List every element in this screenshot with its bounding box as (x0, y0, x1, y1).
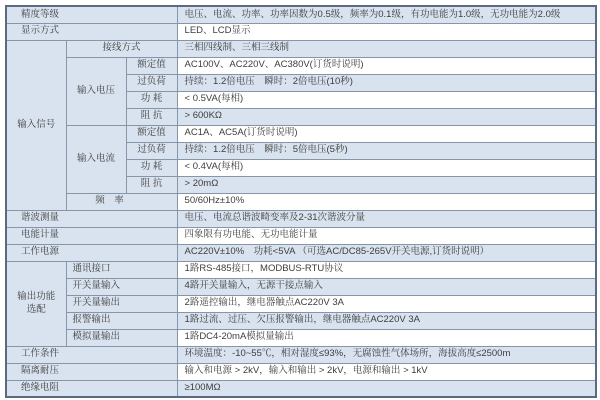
row-value: > 20mΩ (177, 176, 596, 193)
row-label-comm-interface: 通讯接口 (66, 261, 177, 278)
row-label-display: 显示方式 (6, 23, 177, 40)
group-label-line1: 输出功能 (17, 290, 56, 302)
row-value: 2路遥控输出，继电器触点AC220V 3A (177, 295, 596, 312)
table-row (6, 57, 596, 74)
row-label-do: 开关量输出 (66, 295, 177, 312)
row-label-overload: 过负荷 (126, 142, 177, 159)
table-row (6, 227, 596, 244)
row-value: > 600KΩ (177, 108, 596, 125)
row-label-wiring: 接线方式 (66, 40, 177, 57)
row-label-work-conditions: 工作条件 (6, 346, 177, 363)
row-value: 电压、电流、功率、功率因数为0.5级，频率为0.1级，有功电能为1.0级，无功电能为2.0级 (177, 6, 596, 23)
table-row (6, 295, 596, 312)
table-row (6, 125, 596, 142)
table-row (6, 380, 596, 397)
row-label-analog-output: 模拟量输出 (66, 329, 177, 346)
table-row (6, 261, 596, 278)
table-row (6, 363, 596, 380)
row-value: 1路DC4-20mA模拟量输出 (177, 329, 596, 346)
row-value: 1路过流、过压、欠压报警输出，继电器触点AC220V 3A (177, 312, 596, 329)
row-value: 电压、电流总谐波畸变率及2-31次谐波分量 (177, 210, 596, 227)
row-label-frequency: 频 率 (66, 193, 177, 210)
row-value: < 0.4VA(每相) (177, 159, 596, 176)
row-label-rated-value: 额定值 (126, 125, 177, 142)
row-label-power-supply: 工作电源 (6, 244, 177, 261)
row-value: 50/60Hz±10% (177, 193, 596, 210)
spec-sheet (5, 5, 597, 398)
table-row (6, 278, 596, 295)
row-label-impedance: 阻 抗 (126, 176, 177, 193)
row-value: ≥100MΩ (177, 380, 596, 397)
group-cell-output-options (6, 261, 66, 346)
row-label-consumption: 功 耗 (126, 159, 177, 176)
row-value: 三相四线制、三相三线制 (177, 40, 596, 57)
table-row (6, 40, 596, 57)
table-row (6, 193, 596, 210)
row-value: 环境温度：-10~55℃，相对湿度≤93%，无腐蚀性气体场所，海拔高度≤2500m (177, 346, 596, 363)
table-row (6, 329, 596, 346)
row-label-di: 开关量输入 (66, 278, 177, 295)
row-label-rated-value: 额定值 (126, 57, 177, 74)
row-label-impedance: 阻 抗 (126, 108, 177, 125)
table-row (6, 312, 596, 329)
table-row (6, 244, 596, 261)
row-label-accuracy: 精度等级 (6, 6, 177, 23)
row-value: 四象限有功电能、无功电能计量 (177, 227, 596, 244)
group-cell-input-signal: 输入信号 (6, 40, 66, 210)
table-row (6, 23, 596, 40)
row-value: AC100V、AC220V、AC380V(订货时说明) (177, 57, 596, 74)
row-value: < 0.5VA(每相) (177, 91, 596, 108)
row-value: 1路RS-485接口，MODBUS-RTU协议 (177, 261, 596, 278)
row-value: LED、LCD显示 (177, 23, 596, 40)
row-label-harmonics: 谐波测量 (6, 210, 177, 227)
row-label-isolation-voltage: 隔离耐压 (6, 363, 177, 380)
group-label-line2: 选配 (26, 303, 46, 315)
row-label-insulation-resistance: 绝缘电阻 (6, 380, 177, 397)
row-label-alarm-output: 报警输出 (66, 312, 177, 329)
table-row (6, 6, 596, 23)
table-row (6, 346, 596, 363)
spec-table (5, 5, 597, 398)
row-value: AC1A、AC5A(订货时说明) (177, 125, 596, 142)
row-value: 持续：1.2倍电压 瞬时：2倍电压(10秒) (177, 74, 596, 91)
row-label-overload: 过负荷 (126, 74, 177, 91)
row-label-energy-metering: 电能计量 (6, 227, 177, 244)
row-value: 持续：1.2倍电压 瞬时：5倍电压(5秒) (177, 142, 596, 159)
group-cell-input-current: 输入电流 (66, 125, 126, 193)
table-row (6, 210, 596, 227)
row-value: 4路开关量输入，无源干接点输入 (177, 278, 596, 295)
group-cell-input-voltage: 输入电压 (66, 57, 126, 125)
row-value: AC220V±10% 功耗<5VA （可选AC/DC85-265V开关电源,订货时说明） (177, 244, 596, 261)
row-label-consumption: 功 耗 (126, 91, 177, 108)
row-value: 输入和电源 > 2kV，输入和输出 > 2kV，电源和输出 > 1kV (177, 363, 596, 380)
